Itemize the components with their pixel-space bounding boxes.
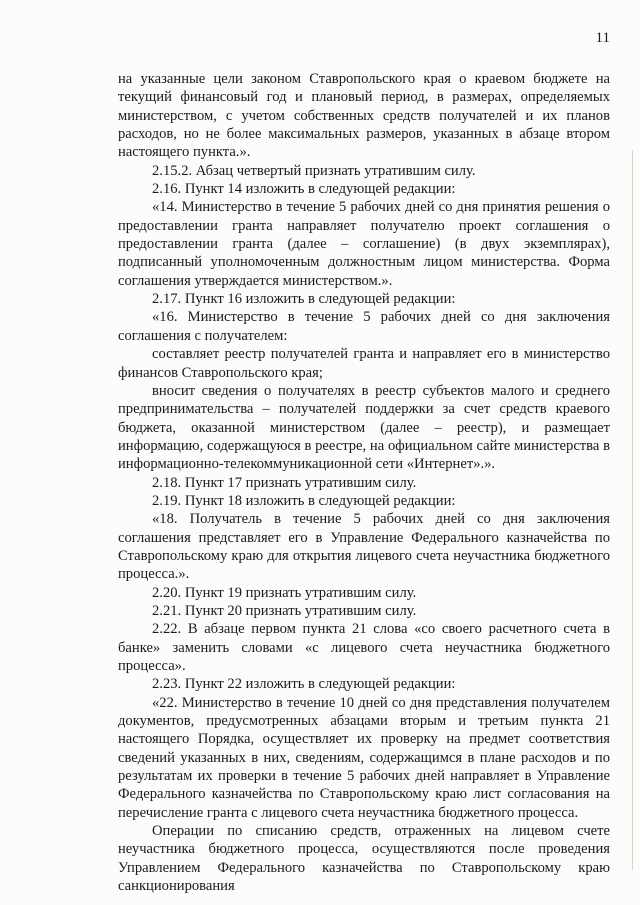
document-body — [118, 70, 610, 895]
paragraph: составляет реестр получателей гранта и направляет его в министерство финансов Ставропольского края; — [118, 346, 610, 381]
page-number: 11 — [595, 30, 610, 46]
paragraph: «22. Министерство в течение 10 дней со дня представления получателем документов, предусмотренных абзацами вторым и третьим пункта 21 настоящего Порядка, осуществляет их проверку на предмет соответствия сведений указанных в них, сведениям, содержащимся в плане расходов и по результатам их проверки в течение 5 рабочих дней направляет в Управление Федерального казначейства по Ставропольскому краю лист согласования на перечисление гранта с лицевого счета неучастника бюджетного процесса. — [118, 694, 610, 821]
paragraph: «14. Министерство в течение 5 рабочих дней со дня принятия решения о предоставлении гранта направляет получателю проект соглашения о предоставлении гранта (далее – соглашение) (в двух экземплярах), подписанный уполномоченным должностным лицом министерства. Форма соглашения утверждается министерством.». — [118, 199, 610, 289]
paragraph: «18. Получатель в течение 5 рабочих дней со дня заключения соглашения представляет его в Управление Федерального казначейства по Ставропольскому краю для открытия лицевого счета неучастника бюджетного процесса.». — [118, 511, 610, 583]
paragraph: 2.20. Пункт 19 признать утратившим силу. — [152, 584, 417, 601]
paragraph: на указанные цели законом Ставропольского края о краевом бюджете на текущий финансовый год и плановый период, в размерах, определяемых министерством, с учетом собственных средств получателей и их планов расходов, но не более максимальных размеров, указанных в абзаце втором настоящего пункта.». — [118, 71, 610, 161]
paragraph: Операции по списанию средств, отраженных на лицевом счете неучастника бюджетного процесса, осуществляются после проведения Управлением Федерального казначейства по Ставропольскому краю санкционирования — [118, 823, 610, 895]
paragraph: вносит сведения о получателях в реестр субъектов малого и среднего предпринимательства – получателей поддержки за счет средств краевого бюджета, оказанной министерством (далее – реестр), и размещает информацию, содержащуюся в реестре, на официальном сайте министерства в информационно-телекоммуникационной сети «Интернет».». — [118, 382, 610, 473]
paragraph: «16. Министерство в течение 5 рабочих дней со дня заключения соглашения с получателем: — [118, 309, 610, 344]
scan-edge-line — [632, 150, 633, 870]
paragraph: 2.16. Пункт 14 изложить в следующей редакции: — [152, 181, 456, 198]
paragraph: 2.22. В абзаце первом пункта 21 слова «со своего расчетного счета в банке» заменить словами «с лицевого счета неучастника бюджетного процесса». — [118, 621, 610, 674]
paragraph: 2.23. Пункт 22 изложить в следующей редакции: — [152, 676, 456, 693]
paragraph: 2.15.2. Абзац четвертый признать утратившим силу. — [152, 162, 476, 179]
paragraph: 2.18. Пункт 17 признать утратившим силу. — [152, 474, 417, 491]
paragraph: 2.19. Пункт 18 изложить в следующей редакции: — [152, 492, 456, 509]
paragraph: 2.17. Пункт 16 изложить в следующей редакции: — [152, 291, 456, 308]
paragraph: 2.21. Пункт 20 признать утратившим силу. — [152, 602, 417, 619]
